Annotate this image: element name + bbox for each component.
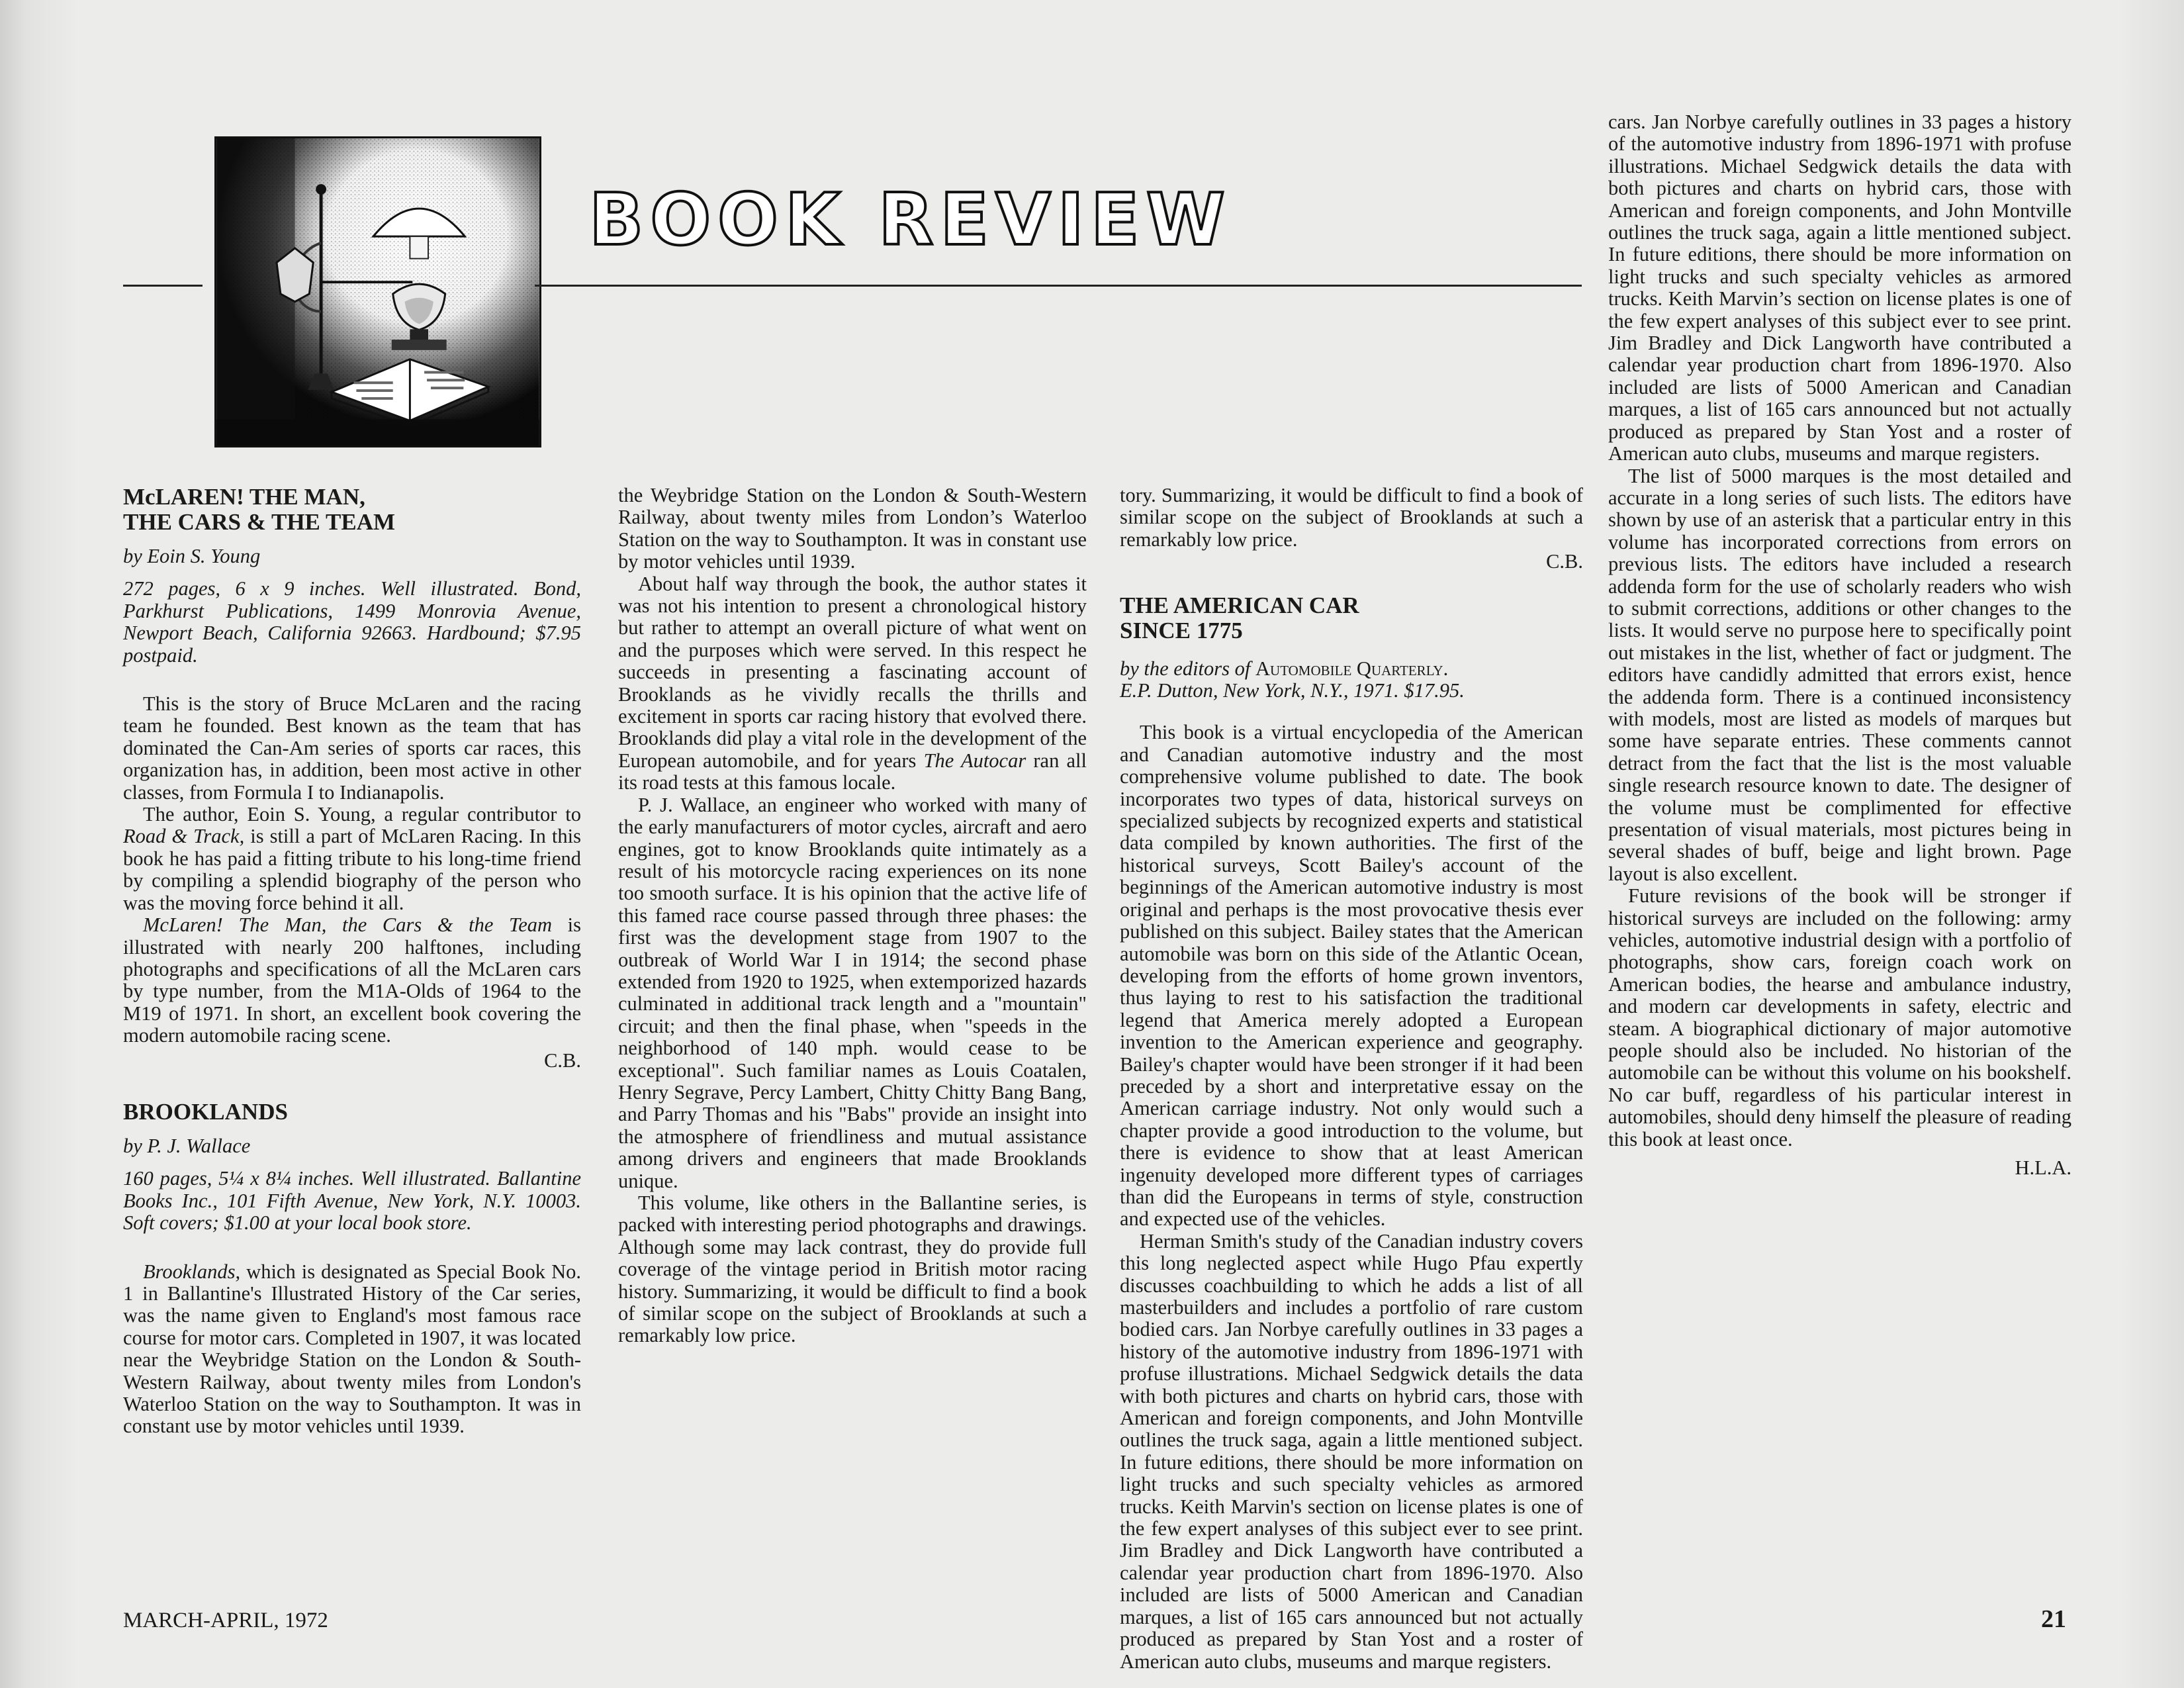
lamp-illustration-icon <box>216 138 539 445</box>
review2-paragraph-1-continued: the Weybridge Station on the London & South-Western Railway, about twenty miles from London’s Waterloo Station on the way to Southampton. It was in constant use by motor vehicles until 1939. <box>618 484 1087 573</box>
review1-byline: by Eoin S. Young <box>123 545 261 567</box>
review1-p3-text: is illustrated with nearly 200 halftones, including photographs and specifications of all the McLaren cars by type number, from the M1A-Olds of 1964 to the M19 of 1971. In short, an excellent book covering the modern automobile racing scene. <box>123 914 581 1047</box>
review2-p1-book-title: Brooklands, <box>143 1260 241 1283</box>
heading-rule <box>535 285 1582 287</box>
review1-p3-book-title: McLaren! The Man, the Cars & the Team <box>143 914 553 937</box>
review1-signature: C.B. <box>544 1049 581 1072</box>
review2-paragraph-4-continued: tory. Summarizing, it would be difficult to find a book of similar scope on the subject of Brooklands at such a remarkably low price. <box>1120 484 1583 551</box>
review2-p2-text-a: About half way through the book, the author states it was not his intention to present a chronological history but rather to attempt an overall picture of what went on and the purposes which were served. In this respect he succeeds in presenting a fascinating account of Brooklands as he vividly recalls the thrills and excitement in sports car racing history that evolved there. Brooklands did play a vital role in the development of the European automobile, and for years <box>618 572 1087 772</box>
column-1 <box>123 484 581 1438</box>
review1-title-line1: McLAREN! THE MAN, <box>123 484 365 510</box>
issue-date: MARCH-APRIL, 1972 <box>123 1609 328 1632</box>
review2-paragraph-2 <box>618 573 1087 794</box>
review1-paragraph-3 <box>123 914 581 1047</box>
review3-pubinfo: E.P. Dutton, New York, N.Y., 1971. $17.95. <box>1120 679 1465 702</box>
review3-title-line2: SINCE 1775 <box>1120 617 1243 643</box>
review1-p2-text-a: The author, Eoin S. Young, a regular contributor to <box>143 803 581 826</box>
page-number: 21 <box>2041 1605 2066 1633</box>
review2-paragraph-3: P. J. Wallace, an engineer who worked with many of the early manufacturers of motor cycles, aircraft and aero engines, got to know Brooklands quite intimately as a result of his motorcycle racing experiences on its none too smooth surface. It is his opinion that the active life of this famed race course passed through three phases: the first was the development stage from 1907 to the outbreak of World War I in 1914; the second phase extended from 1920 to 1925, when extemporized hazards culminated in additional track length and a "mountain" circuit; and then the final phase, when "speeds in the neighborhood of 140 mph. would cease to be exceptional". Such familiar names as Louis Coatalen, Henry Segrave, Percy Lambert, Chitty Chitty Bang Bang, and Parry Thomas and his "Babs" provide an insight into the atmosphere of friendliness and mutual assistance among drivers and engineers that made Brooklands unique. <box>618 793 1087 1192</box>
review2-p1-text: which is designated as Special Book No. 1 in Ballantine's Illustrated History of the Car series, was the name given to England's most famous race course for motor cars. Completed in 1907, it was located near the Weybridge Station on the London & South-Western Railway, about twenty miles from London's Waterloo Station on the way to Southampton. It was in constant use by motor vehicles until 1939. <box>123 1260 581 1438</box>
column-4 <box>1608 111 2071 1180</box>
review2-pubinfo: 160 pages, 5¼ x 8¼ inches. Well illustrated. Ballantine Books Inc., 101 Fifth Avenue, New York, N.Y. 10003. Soft covers; $1.00 at your local book store. <box>123 1167 581 1235</box>
review1-title-line2: THE CARS & THE TEAM <box>123 509 396 535</box>
page-heading: BOOK REVIEW <box>589 179 1232 261</box>
review2-paragraph-1-start <box>123 1260 581 1438</box>
review3-title-line1: THE AMERICAN CAR <box>1120 592 1359 618</box>
column-2 <box>618 484 1087 1347</box>
review3-signature: H.L.A. <box>2015 1156 2071 1180</box>
column-3 <box>1120 484 1583 1673</box>
review3-paragraph-2-continued: cars. Jan Norbye carefully outlines in 33 pages a history of the automotive industry from 1896-1971 with profuse illustrations. Michael Sedgwick details the data with both pictures and charts on hybrid cars, those with American and foreign components, and John Montville outlines the truck saga, again a little mentioned subject. In future editions, there should be more information on light trucks and such specialty vehicles as armored trucks. Keith Marvin’s section on license plates is one of the few expert analyses of this subject ever to see print. Jim Bradley and Dick Langworth have contributed a calendar year production chart from 1896-1970. Also included are lists of 5000 American and Canadian marques, a list of 165 cars announced but not actually produced as prepared by Stan Yost and a roster of American auto clubs, museums and marque registers. <box>1608 111 2071 465</box>
review2-signature: C.B. <box>1546 550 1583 573</box>
review3-byline <box>1120 658 1583 702</box>
review1-paragraph-2 <box>123 804 581 914</box>
lamp-and-book-illustration <box>214 136 541 447</box>
review3-paragraph-3: The list of 5000 marques is the most detailed and accurate in a long series of such lists. The editors have shown by use of an asterisk that a particular entry in this volume has incorporated corrections from errors on previous lists. The editors have included a research addenda form for the use of scholarly readers who wish to submit corrections, additions or other changes to the lists. It would serve no purpose here to specifically point out mistakes in the list, whether of fact or judgment. The editors have candidly admitted that errors exist, hence the addenda form. There is a continued inconsistency with models, most are listed as models of marques but some have separate entries. These comments cannot detract from the fact that the list is the most valuable single research resource known to date. The designer of the volume must be complimented for effective presentation of visual materials, most pictures being in several shades of buff, beige and light brown. Page layout is also excellent. <box>1608 464 2071 885</box>
review3-paragraph-4: Future revisions of the book will be stronger if historical surveys are included on the following: army vehicles, automotive industrial design with a portfolio of photographs, show cars, foreign coach work on American bodies, the hearse and ambulance industry, and modern car developments in safety, electric and steam. A biographical dictionary of major automotive people should also be included. No historian of the automobile can be without this volume on his bookshelf. No car buff, regardless of his particular interest in automobiles, should deny himself the pleasure of reading this book at least once. <box>1608 884 2071 1150</box>
review1-pubinfo: 272 pages, 6 x 9 inches. Well illustrated. Bond, Parkhurst Publications, 1499 Monrovia Avenue, Newport Beach, California 92663. Hardbound; $7.95 postpaid. <box>123 577 581 667</box>
review2-p2-magazine: The Autocar <box>923 749 1026 772</box>
review1-p2-text-b: is still a part of McLaren Racing. In this book he has paid a fitting tribute to his long-time friend by compiling a splendid biography of the person who was the moving force behind it all. <box>123 825 581 914</box>
review3-byline-text: by the editors of <box>1120 657 1255 680</box>
review2-byline: by P. J. Wallace <box>123 1134 251 1157</box>
review1-paragraph-1: This is the story of Bruce McLaren and the racing team he founded. Best known as the team that has dominated the Can-Am series of sports car races, this organization has, in addition, been most active in other classes, from Formula I to Indianapolis. <box>123 692 581 804</box>
review2-title: BROOKLANDS <box>123 1098 288 1125</box>
review3-paragraph-1: This book is a virtual encyclopedia of the American and Canadian automotive industry and the most comprehensive volume published to date. The book incorporates two types of data, historical surveys on specialized subjects by recognized experts and statistical data compiled by known authorities. The first of the historical surveys, Scott Bailey's account of the beginnings of the American automotive industry is most original and perhaps is the most provocative thesis ever published on this subject. Bailey states that the American automobile was born on this side of the Atlantic Ocean, developing from the efforts of home grown inventors, thus laying to rest to his satisfaction the traditional legend that America merely adopted a European invention to the American experience and geography. Bailey's chapter would have been stronger if it had been preceded by a short and interpretative essay on the American carriage industry. Not only would such a chapter provide a good introduction to the volume, but there is evidence to show that at least American ingenuity developed more different types of carriages than did the Europeans in terms of style, construction and expected use of the vehicles. <box>1120 721 1583 1231</box>
review3-paragraph-2: Herman Smith's study of the Canadian industry covers this long neglected aspect while Hugo Pfau expertly discusses coachbuilding to which he adds a list of all masterbuilders and includes a portfolio of rare custom bodied cars. Jan Norbye carefully outlines in 33 pages a history of the automotive industry from 1896-1971 with profuse illustrations. Michael Sedgwick details the data with both pictures and charts on hybrid cars, those with American and foreign components, and John Montville outlines the truck saga, again a little mentioned subject. In future editions, there should be more information on light trucks and such specialty vehicles as armored trucks. Keith Marvin's section on license plates is one of the few expert analyses of this subject ever to see print. Jim Bradley and Dick Langworth have contributed a calendar year production chart from 1896-1970. Also included are lists of 5000 American and Canadian marques, a list of 165 cars announced but not actually produced as prepared by Stan Yost and a roster of American auto clubs, museums and marque registers. <box>1120 1229 1583 1673</box>
review2-paragraph-4: This volume, like others in the Ballantine series, is packed with interesting period photographs and drawings. Although some may lack contrast, they do provide full coverage of the vintage period in British motor racing history. Summarizing, it would be difficult to find a book of similar scope on the subject of Brooklands at such a remarkably low price. <box>618 1192 1087 1347</box>
review1-p2-magazine: Road & Track, <box>123 825 245 848</box>
left-heading-rule <box>123 285 203 287</box>
review3-publisher: Automobile Quarterly. <box>1255 657 1449 680</box>
review2-p2-text-b: ran all its road tests at this famous locale. <box>618 749 1087 794</box>
